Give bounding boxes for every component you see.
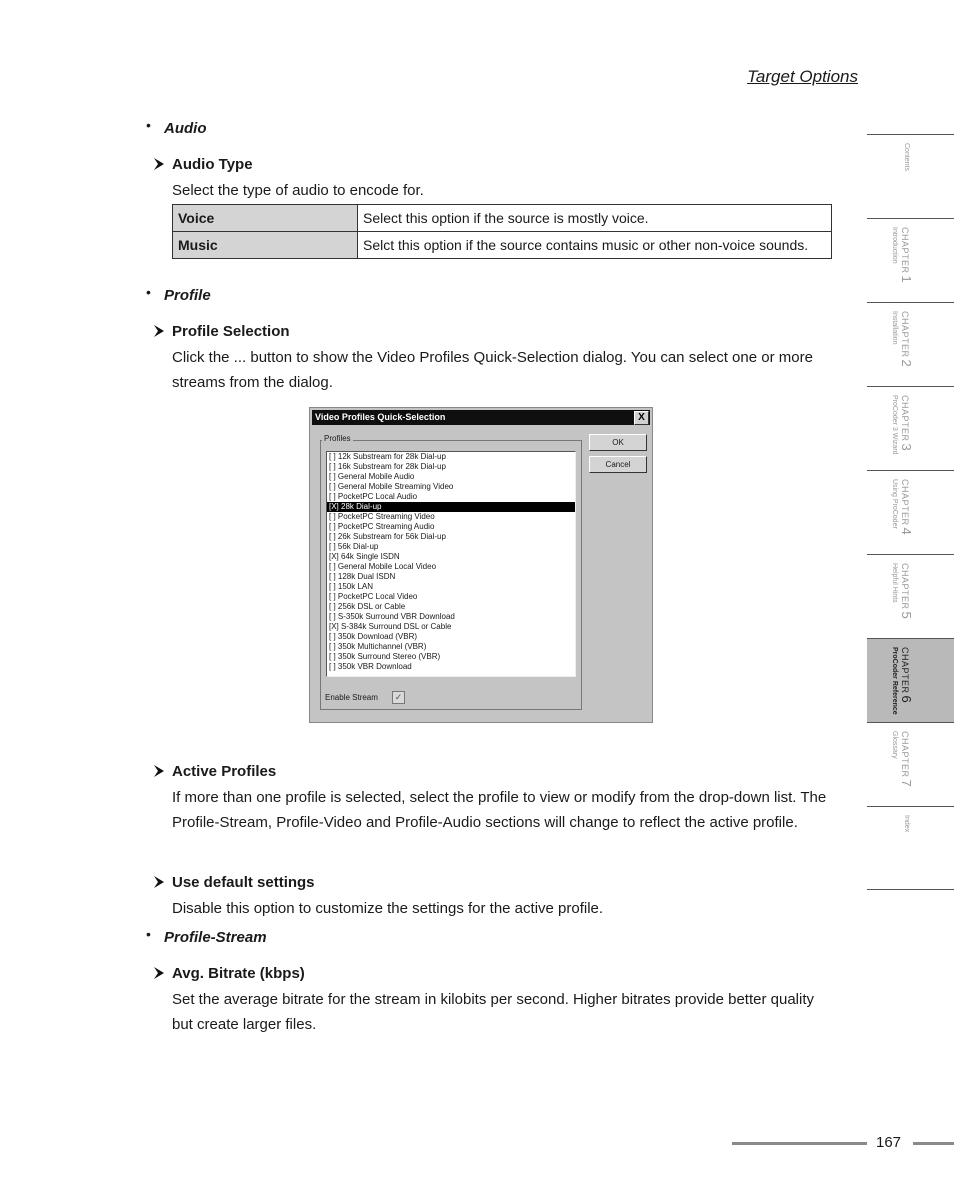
page-header-title: Target Options xyxy=(747,67,858,86)
list-item[interactable]: [ ] 350k Multichannel (VBR) xyxy=(329,642,427,651)
list-item[interactable]: [ ] 256k DSL or Cable xyxy=(329,602,406,611)
subsection-audio-type xyxy=(152,156,253,173)
tab-label: CHAPTER 6 ProCoder Reference xyxy=(891,647,914,715)
profiles-group-label: Profiles xyxy=(324,434,351,443)
chevron-right-icon xyxy=(152,324,166,338)
chevron-right-icon xyxy=(152,157,166,171)
active-profiles-desc: If more than one profile is selected, select the profile to view or modify from the drop-down list. The Profile-Stream, Profile-Video and Profile-Audio sections will change to reflect the active profile. xyxy=(172,789,827,831)
tab-chapter-7[interactable] xyxy=(867,722,954,806)
section-profile xyxy=(146,284,211,304)
list-item[interactable]: [ ] 150k LAN xyxy=(329,582,374,591)
tab-label: CHAPTER 3 ProCoder 3 Wizard xyxy=(891,395,914,455)
table-cell-description: Selct this option if the source contains music or other non-voice sounds. xyxy=(358,232,832,259)
tab-label: CHAPTER 5 Helpful Hints xyxy=(891,563,914,619)
dialog-title: Video Profiles Quick-Selection xyxy=(315,412,446,422)
section-label: Profile-Stream xyxy=(164,929,267,946)
tab-chapter-3[interactable] xyxy=(867,386,954,470)
subsection-title: Avg. Bitrate (kbps) xyxy=(172,965,305,982)
tab-chapter-1[interactable] xyxy=(867,218,954,302)
list-item[interactable]: [ ] 350k VBR Download xyxy=(329,662,412,671)
subsection-title: Active Profiles xyxy=(172,763,277,780)
list-item[interactable]: [ ] 56k Dial-up xyxy=(329,542,379,551)
subsection-title: Profile Selection xyxy=(172,323,290,340)
bullet-dot: • xyxy=(146,284,151,300)
footer-rule-left xyxy=(732,1142,867,1145)
enable-stream-label: Enable Stream xyxy=(325,693,378,702)
tab-label: CHAPTER 2 Installation xyxy=(891,311,914,367)
tab-label: Index xyxy=(903,815,910,833)
section-audio xyxy=(146,117,207,137)
audio-type-desc: Select the type of audio to encode for. xyxy=(172,182,424,199)
table-cell-description: Select this option if the source is mostly voice. xyxy=(358,205,832,232)
tab-label: CHAPTER 1 Introduction xyxy=(891,227,914,283)
section-label: Audio xyxy=(164,120,207,137)
profile-selection-desc: Click the ... button to show the Video Profiles Quick-Selection dialog. You can select one or more streams from the dialog. xyxy=(172,349,813,391)
list-item[interactable]: [ ] S-350k Surround VBR Download xyxy=(329,612,455,621)
subsection-use-default xyxy=(152,874,315,891)
tab-chapter-5[interactable] xyxy=(867,554,954,638)
subsection-profile-selection xyxy=(152,323,290,340)
subsection-active-profiles xyxy=(152,763,276,780)
subsection-avg-bitrate xyxy=(152,965,305,982)
chevron-right-icon xyxy=(152,875,166,889)
table-row xyxy=(173,205,832,232)
tab-contents[interactable] xyxy=(867,134,954,218)
list-item[interactable]: [ ] 350k Surround Stereo (VBR) xyxy=(329,652,441,661)
subsection-title: Audio Type xyxy=(172,156,253,173)
profiles-listbox[interactable] xyxy=(326,451,576,677)
chevron-right-icon xyxy=(152,764,166,778)
list-item[interactable]: [ ] General Mobile Audio xyxy=(329,472,415,481)
table-row xyxy=(173,232,832,259)
list-item[interactable]: [ ] 12k Substream for 28k Dial-up xyxy=(329,452,446,461)
use-default-desc: Disable this option to customize the settings for the active profile. xyxy=(172,900,604,917)
list-item[interactable]: [ ] PocketPC Local Video xyxy=(329,592,418,601)
close-icon[interactable]: X xyxy=(634,411,649,425)
list-item[interactable]: [ ] General Mobile Local Video xyxy=(329,562,437,571)
list-item[interactable]: [ ] PocketPC Local Audio xyxy=(329,492,418,501)
list-item[interactable]: [ ] General Mobile Streaming Video xyxy=(329,482,454,491)
section-label: Profile xyxy=(164,287,211,304)
list-item[interactable]: [ ] 16k Substream for 28k Dial-up xyxy=(329,462,446,471)
list-item[interactable]: [X] 64k Single ISDN xyxy=(329,552,400,561)
list-item[interactable]: [ ] PocketPC Streaming Audio xyxy=(329,522,435,531)
tab-label: CHAPTER 4 Using ProCoder xyxy=(891,479,914,535)
cancel-button[interactable]: Cancel xyxy=(589,456,647,473)
footer-rule-right xyxy=(913,1142,954,1145)
tab-label: Contents xyxy=(903,143,910,172)
video-profiles-dialog xyxy=(309,407,653,723)
tab-index[interactable] xyxy=(867,806,954,890)
tab-chapter-4[interactable] xyxy=(867,470,954,554)
subsection-title: Use default settings xyxy=(172,874,315,891)
bullet-dot: • xyxy=(146,926,151,942)
list-item[interactable]: [ ] PocketPC Streaming Video xyxy=(329,512,435,521)
list-item[interactable]: [ ] 128k Dual ISDN xyxy=(329,572,396,581)
list-item[interactable]: [ ] 350k Download (VBR) xyxy=(329,632,418,641)
table-cell-option: Music xyxy=(173,232,358,259)
dialog-titlebar xyxy=(312,410,650,425)
list-item[interactable]: [X] 28k Dial-up xyxy=(327,502,575,512)
avg-bitrate-desc: Set the average bitrate for the stream in kilobits per second. Higher bitrates provide better quality but create larger files. xyxy=(172,991,815,1033)
audio-type-table xyxy=(172,204,832,259)
table-cell-option: Voice xyxy=(173,205,358,232)
list-item[interactable]: [ ] 26k Substream for 56k Dial-up xyxy=(329,532,446,541)
chapter-tabs xyxy=(867,134,954,890)
tab-chapter-2[interactable] xyxy=(867,302,954,386)
tab-label: CHAPTER 7 Glossary xyxy=(891,731,914,787)
enable-stream-checkbox[interactable]: ✓ xyxy=(392,691,405,704)
bullet-dot: • xyxy=(146,117,151,133)
list-item[interactable]: [X] S-384k Surround DSL or Cable xyxy=(329,622,452,631)
tab-chapter-6[interactable] xyxy=(867,638,954,722)
section-profile-stream xyxy=(146,926,267,946)
chevron-right-icon xyxy=(152,966,166,980)
page-number: 167 xyxy=(876,1134,902,1151)
ok-button[interactable]: OK xyxy=(589,434,647,451)
